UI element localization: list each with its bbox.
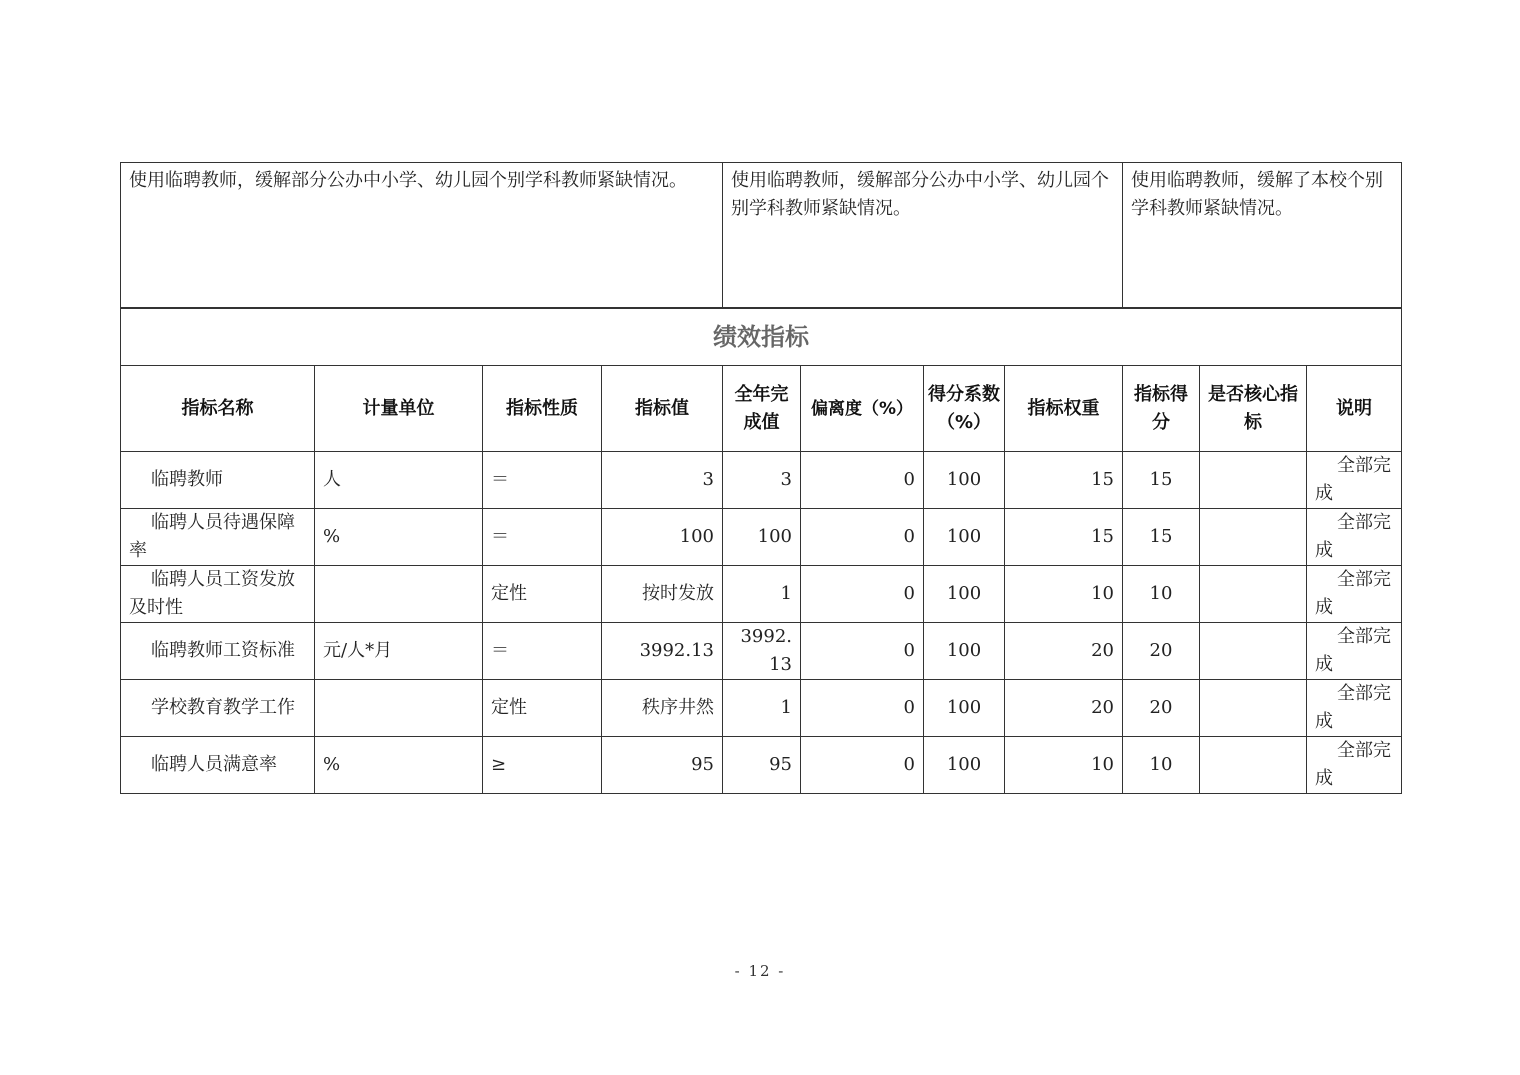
indicator-coef: 100 [924,509,1005,566]
indicator-name: 临聘教师 [121,452,315,509]
indicator-value: 3992.13 [602,623,723,680]
goal-summary-table [120,162,1402,308]
indicator-value: 秩序井然 [602,680,723,737]
indicator-unit: % [315,509,483,566]
indicator-score: 15 [1123,509,1200,566]
indicator-core [1200,452,1307,509]
performance-indicator-table [120,308,1402,794]
indicator-core [1200,680,1307,737]
performance-title: 绩效指标 [121,309,1402,366]
indicator-name: 临聘人员工资发放及时性 [121,566,315,623]
indicator-actual: 1 [723,680,801,737]
indicator-name: 临聘人员待遇保障率 [121,509,315,566]
indicator-nature: ＝ [483,452,602,509]
header-weight: 指标权重 [1005,366,1123,452]
indicator-core [1200,737,1307,794]
header-note: 说明 [1307,366,1402,452]
table-row [121,509,1402,566]
header-nature: 指标性质 [483,366,602,452]
indicator-weight: 10 [1005,737,1123,794]
table-row [121,737,1402,794]
indicator-note: 全部完成 [1307,737,1402,794]
indicator-weight: 20 [1005,680,1123,737]
plan-cell: 使用临聘教师，缓解部分公办中小学、幼儿园个别学科教师紧缺情况。 [723,163,1123,308]
indicator-actual: 100 [723,509,801,566]
goal-summary-row [121,163,1402,308]
indicator-deviation: 0 [801,566,924,623]
indicator-deviation: 0 [801,452,924,509]
indicator-actual: 3 [723,452,801,509]
indicator-nature: ≥ [483,737,602,794]
indicator-unit: % [315,737,483,794]
header-coef: 得分系数（%） [924,366,1005,452]
indicator-weight: 15 [1005,452,1123,509]
indicator-core [1200,623,1307,680]
table-row [121,566,1402,623]
indicator-note: 全部完成 [1307,452,1402,509]
indicator-deviation: 0 [801,623,924,680]
indicator-nature: ＝ [483,509,602,566]
header-unit: 计量单位 [315,366,483,452]
indicator-note: 全部完成 [1307,623,1402,680]
indicator-unit [315,566,483,623]
page-number: - 12 - [734,962,786,980]
indicator-note: 全部完成 [1307,566,1402,623]
indicator-score: 10 [1123,566,1200,623]
header-score: 指标得分 [1123,366,1200,452]
annual-target-cell: 使用临聘教师，缓解部分公办中小学、幼儿园个别学科教师紧缺情况。 [121,163,723,308]
indicator-score: 20 [1123,680,1200,737]
indicator-unit [315,680,483,737]
indicator-score: 20 [1123,623,1200,680]
header-value: 指标值 [602,366,723,452]
indicator-coef: 100 [924,737,1005,794]
indicator-value: 按时发放 [602,566,723,623]
table-row [121,452,1402,509]
result-cell: 使用临聘教师，缓解了本校个别学科教师紧缺情况。 [1123,163,1402,308]
indicator-name: 学校教育教学工作 [121,680,315,737]
indicator-actual: 3992.13 [723,623,801,680]
indicator-score: 15 [1123,452,1200,509]
indicator-deviation: 0 [801,737,924,794]
table-row [121,680,1402,737]
header-deviation: 偏离度（%） [801,366,924,452]
indicator-actual: 1 [723,566,801,623]
indicator-name: 临聘人员满意率 [121,737,315,794]
header-row [121,366,1402,452]
header-actual: 全年完成值 [723,366,801,452]
indicator-coef: 100 [924,452,1005,509]
indicator-deviation: 0 [801,680,924,737]
indicator-coef: 100 [924,623,1005,680]
indicator-unit: 元/人*月 [315,623,483,680]
indicator-value: 3 [602,452,723,509]
indicator-coef: 100 [924,680,1005,737]
indicator-weight: 15 [1005,509,1123,566]
indicator-core [1200,509,1307,566]
header-core: 是否核心指标 [1200,366,1307,452]
table-row [121,623,1402,680]
indicator-value: 100 [602,509,723,566]
indicator-score: 10 [1123,737,1200,794]
indicator-note: 全部完成 [1307,509,1402,566]
indicator-weight: 20 [1005,623,1123,680]
indicator-value: 95 [602,737,723,794]
indicator-unit: 人 [315,452,483,509]
indicator-nature: 定性 [483,566,602,623]
indicator-actual: 95 [723,737,801,794]
indicator-core [1200,566,1307,623]
indicator-nature: 定性 [483,680,602,737]
indicator-weight: 10 [1005,566,1123,623]
indicator-deviation: 0 [801,509,924,566]
header-name: 指标名称 [121,366,315,452]
indicator-coef: 100 [924,566,1005,623]
indicator-nature: ＝ [483,623,602,680]
indicator-note: 全部完成 [1307,680,1402,737]
indicator-name: 临聘教师工资标准 [121,623,315,680]
